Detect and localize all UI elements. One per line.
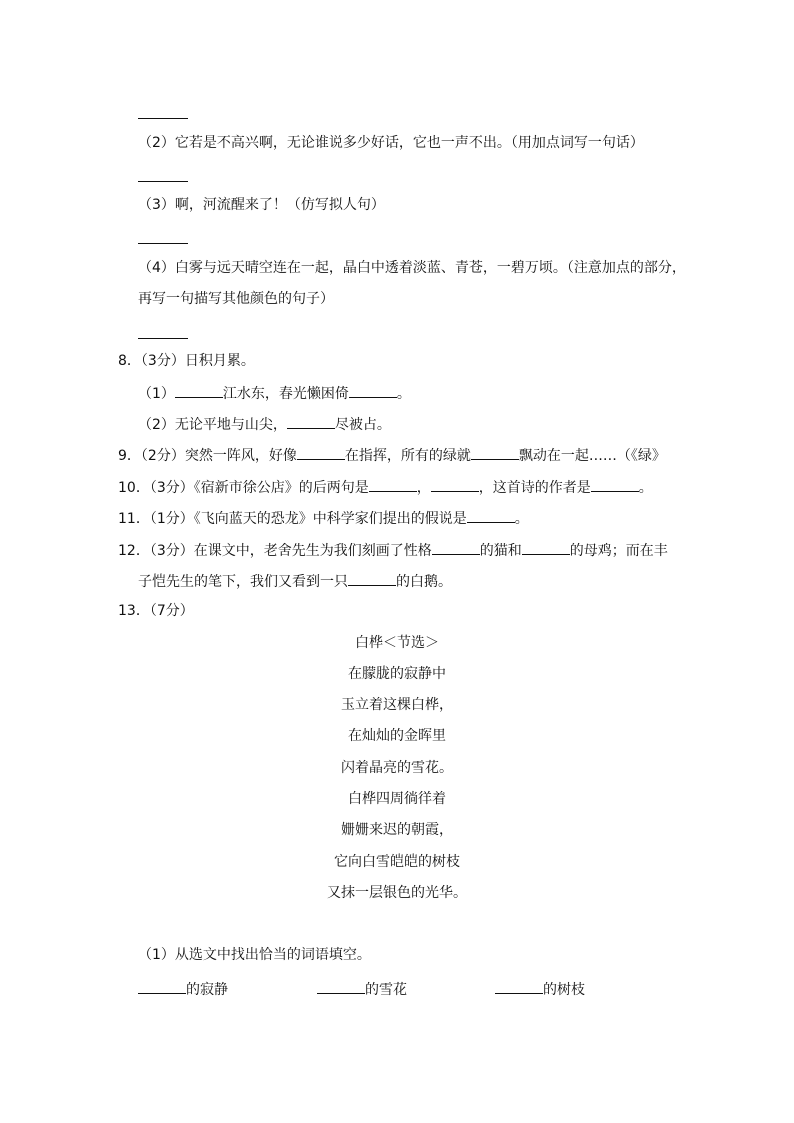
q7-sub3: （3）啊，河流醒来了！（仿写拟人句） [138,197,385,213]
q9-end: 飘动在一起……（《绿》 [518,448,666,464]
fill-blank [495,978,543,994]
q10 [118,476,653,498]
poem-line: 在朦胧的寂静中 [348,666,446,682]
fill-blank [369,476,417,492]
answer-blank [138,242,188,244]
fill-blank [317,978,365,994]
fill-blank [432,539,480,555]
answer-blank [138,180,188,182]
q8-heading: 8．（3分）日积月累。 [118,353,255,369]
q12-line2 [138,570,452,592]
q11-end: 。 [514,511,529,527]
q13-fill1 [138,978,228,1000]
q9 [118,444,666,466]
q10-mid: ，这首诗的作者是 [478,480,591,496]
fill-blank [175,382,223,398]
q13-sub1: （1）从选文中找出恰当的词语填空。 [138,947,371,963]
q7-sub4-line2: 再写一句描写其他颜色的句子） [138,291,334,307]
poem-line: 闪着晶亮的雪花。 [341,760,453,776]
q8-sub1-prefix: （1） [138,386,175,402]
q9-prefix: 9．（2分）突然一阵风，好像 [118,448,297,464]
q13-fill2-text: 的雪花 [365,982,407,998]
answer-blank [138,337,188,339]
fill-blank [349,382,397,398]
poem-line: 在灿灿的金晖里 [348,728,446,744]
q13-fill1-text: 的寂静 [186,982,228,998]
fill-blank [138,978,186,994]
q8-sub1 [138,382,411,404]
q13-heading: 13．（7分） [118,603,194,619]
q7-sub4-line1: （4）白雾与远天晴空连在一起，晶白中透着淡蓝、青苍，一碧万顷。（注意加点的部分， [138,260,686,276]
fill-blank [297,444,345,460]
poem-line: 白桦四周徜徉着 [348,791,446,807]
poem-line: 又抹一层银色的光华。 [327,885,467,901]
q8-sub2-prefix: （2）无论平地与山尖， [138,417,287,433]
fill-blank [522,539,570,555]
q12-mid1: 的猫和 [479,543,522,559]
q7-sub2: （2）它若是不高兴啊，无论谁说多少好话，它也一声不出。（用加点词写一句话） [138,135,644,151]
q10-prefix: 10．（3分）《宿新市徐公店》的后两句是 [118,480,369,496]
q8-sub2 [138,413,391,435]
q13-fill3-text: 的树枝 [543,982,585,998]
q12-line1 [118,539,668,561]
poem-line: 姗姗来迟的朝霞， [341,822,453,838]
q11 [118,507,529,529]
q13-fill2 [317,978,407,1000]
q12-mid2: 的母鸡；而在丰 [569,543,668,559]
fill-blank [471,444,519,460]
q8-sub2-end: 尽被占。 [334,417,391,433]
q9-mid: 在指挥，所有的绿就 [344,448,471,464]
poem-line: 玉立着这棵白桦， [341,697,453,713]
fill-blank [287,413,335,429]
poem-line: 它向白雪皑皑的树枝 [334,854,460,870]
fill-blank [591,476,639,492]
q10-end: 。 [638,480,653,496]
fill-blank [467,507,515,523]
q8-sub1-mid: 江水东，春光懒困倚 [222,386,349,402]
q10-sep: ， [416,480,431,496]
q12-line2-end: 的白鹅。 [396,574,452,590]
fill-blank [348,570,396,586]
q8-sub1-end: 。 [396,386,411,402]
fill-blank [431,476,479,492]
q12-prefix: 12．（3分）在课文中，老舍先生为我们刻画了性格 [118,543,432,559]
answer-blank [138,117,188,119]
q12-line2-prefix: 子恺先生的笔下，我们又看到一只 [138,574,348,590]
q11-prefix: 11．（1分）《飞向蓝天的恐龙》中科学家们提出的假说是 [118,511,467,527]
q13-fill3 [495,978,585,1000]
poem-title: 白桦＜节选＞ [355,635,439,651]
